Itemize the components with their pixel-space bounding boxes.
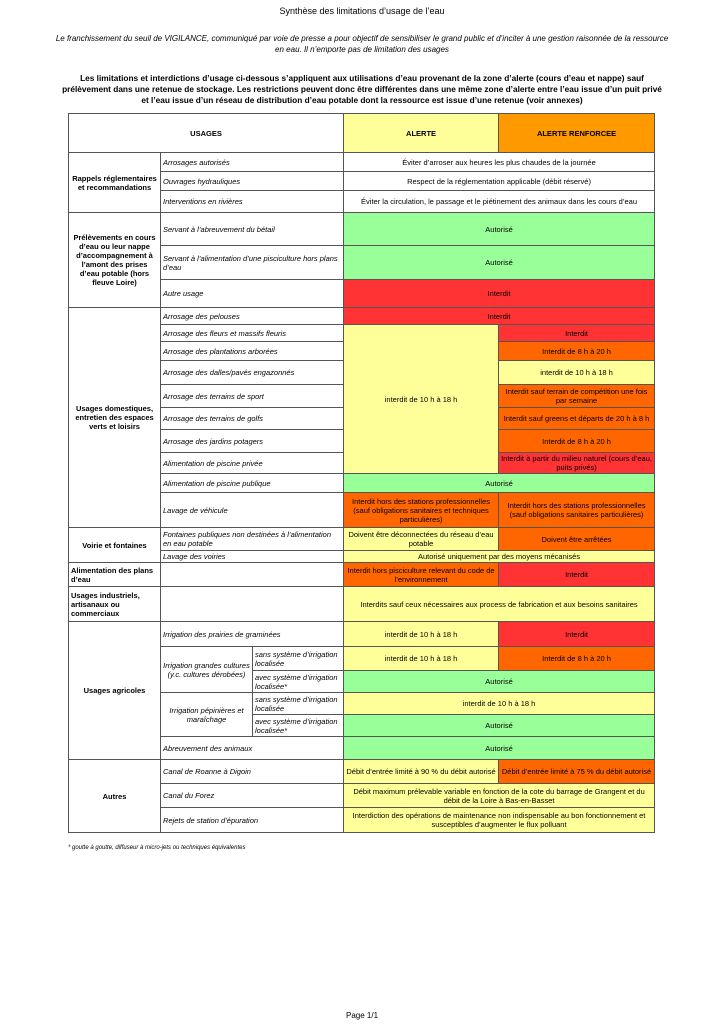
usage-terrains-sport: Arrosage des terrains de sport — [161, 385, 344, 408]
usage-industriels-empty — [161, 587, 344, 622]
system-pep-avec: avec système d’irrigation localisée* — [253, 715, 344, 737]
vigilance-intro: Le franchissement du seuil de VIGILANCE, communiqué par voie de presse a pour objectif de sensibiliser le grand public et d’inciter à une gestion raisonnée de la ressource en eau. Il n’emporte pas de limitation des usages — [55, 34, 669, 54]
page-number: Page 1/1 — [345, 1011, 379, 1020]
usage-lavage-vehicule: Lavage de véhicule — [161, 493, 344, 528]
value-canal-forez: Débit maximum prélevable variable en fonction de la cote du barrage de Grangent et du débit de la Loire à Bas-en-Basset — [344, 784, 655, 808]
value-golfs-renforcee: Interdit sauf greens et départs de 20 h à 8 h — [499, 408, 655, 430]
header-alerte-renforcee: ALERTE RENFORCEE — [499, 114, 655, 153]
value-lavage-vehicule-renforcee: Interdit hors des stations professionnelles (sauf obligations sanitaires particulières) — [499, 493, 655, 528]
usage-canal-forez: Canal du Forez — [161, 784, 344, 808]
value-canal-roanne-alerte: Débit d’entrée limité à 90 % du débit autorisé — [344, 760, 499, 784]
usage-ouvrages-hydrauliques: Ouvrages hydrauliques — [161, 172, 344, 191]
value-piscine-publique: Autorisé — [344, 474, 655, 493]
value-prairies-renforcee: Interdit — [499, 622, 655, 647]
value-gc-sans-alerte: interdit de 10 h à 18 h — [344, 647, 499, 671]
usage-pepinieres: Irrigation pépinières et maraîchage — [161, 693, 253, 737]
value-industriels: Interdits sauf ceux nécessaires aux process de fabrication et aux besoins sanitaires — [344, 587, 655, 622]
usage-limitations-table — [68, 113, 655, 833]
value-abreuvement-betail: Autorisé — [344, 213, 655, 246]
value-pep-avec: Autorisé — [344, 715, 655, 737]
value-lavage-vehicule-alerte: Interdit hors des stations professionnelles (sauf obligations sanitaires et techniques particulières) — [344, 493, 499, 528]
category-rappels: Rappels réglementaires et recommandations — [69, 153, 161, 213]
value-prairies-alerte: interdit de 10 h à 18 h — [344, 622, 499, 647]
value-pisciculture: Autorisé — [344, 246, 655, 280]
value-piscine-privee: Interdit à partir du milieu naturel (cours d’eau, puits privés) — [499, 453, 655, 474]
usage-plantations: Arrosage des plantations arborées — [161, 342, 344, 361]
usage-canal-roanne: Canal de Roanne à Digoin — [161, 760, 344, 784]
usage-arrosages-autorises: Arrosages autorisés — [161, 153, 344, 172]
value-plans-eau-renforcee: Interdit — [499, 563, 655, 587]
usage-dalles: Arrosage des dalles/pavés engazonnés — [161, 361, 344, 385]
value-abreuvement-animaux: Autorisé — [344, 737, 655, 760]
usage-potagers: Arrosage des jardins potagers — [161, 430, 344, 453]
value-arrosages-autorises: Éviter d’arroser aux heures les plus chaudes de la journée — [344, 153, 655, 172]
usage-interventions-rivieres: Interventions en rivières — [161, 191, 344, 213]
usage-fleurs: Arrosage des fleurs et massifs fleuris — [161, 325, 344, 342]
usage-piscine-privee: Alimentation de piscine privée — [161, 453, 344, 474]
usage-pisciculture: Servant à l’alimentation d’une pisciculture hors plans d’eau — [161, 246, 344, 280]
usage-fontaines: Fontaines publiques non destinées à l’alimentation en eau potable — [161, 528, 344, 551]
category-voirie: Voirie et fontaines — [69, 528, 161, 563]
usage-pelouses: Arrosage des pelouses — [161, 308, 344, 325]
value-fleurs-renforcee: Interdit — [499, 325, 655, 342]
category-agricoles: Usages agricoles — [69, 622, 161, 760]
usage-plans-eau-empty — [161, 563, 344, 587]
value-autre: Interdit — [344, 280, 655, 308]
value-domestic-alerte: interdit de 10 h à 18 h — [344, 325, 499, 474]
value-fontaines-alerte: Doivent être déconnectées du réseau d’eau potable — [344, 528, 499, 551]
system-gc-sans: sans système d’irrigation localisée — [253, 647, 344, 671]
value-lavage-voiries: Autorisé uniquement par des moyens mécanisés — [344, 551, 655, 563]
value-dalles-renforcee: interdit de 10 h à 18 h — [499, 361, 655, 385]
header-alerte: ALERTE — [344, 114, 499, 153]
usage-piscine-publique: Alimentation de piscine publique — [161, 474, 344, 493]
value-terrains-sport-renforcee: Interdit sauf terrain de compétition une fois par semaine — [499, 385, 655, 408]
value-plans-eau-alerte: Interdit hors pisciculture relevant du code de l’environnement — [344, 563, 499, 587]
category-prelevements: Prélèvements en cours d’eau ou leur nappe d’accompagnement à l’amont des prises d’eau potable (hors fleuve Loire) — [69, 213, 161, 308]
value-gc-avec: Autorisé — [344, 671, 655, 693]
value-rejets-epuration: Interdiction des opérations de maintenance non indispensable au bon fonctionnement et susceptibles d’augmenter le flux polluant — [344, 808, 655, 833]
value-potagers-renforcee: Interdit de 8 h à 20 h — [499, 430, 655, 453]
document-title: Synthèse des limitations d’usage de l’eau — [279, 6, 445, 16]
category-autres: Autres — [69, 760, 161, 833]
usage-rejets-epuration: Rejets de station d’épuration — [161, 808, 344, 833]
category-industriels: Usages industriels, artisanaux ou commerciaux — [69, 587, 161, 622]
value-canal-roanne-renforcee: Débit d’entrée limité à 75 % du débit autorisé — [499, 760, 655, 784]
value-plantations-renforcee: Interdit de 8 h à 20 h — [499, 342, 655, 361]
value-fontaines-renforcee: Doivent être arrêtées — [499, 528, 655, 551]
usage-autre: Autre usage — [161, 280, 344, 308]
usage-golfs: Arrosage des terrains de golfs — [161, 408, 344, 430]
value-pelouses: Interdit — [344, 308, 655, 325]
value-gc-sans-renforcee: Interdit de 8 h à 20 h — [499, 647, 655, 671]
system-pep-sans: sans système d’irrigation localisée — [253, 693, 344, 715]
value-pep-sans: interdit de 10 h à 18 h — [344, 693, 655, 715]
restrictions-notice: Les limitations et interdictions d’usage ci-dessous s’appliquent aux utilisations d’eau provenant de la zone d’alerte (cours d’eau et nappe) sauf prélèvement dans une retenue de stockage. Les restrictions peuvent donc être différentes dans une même zone d’alerte entre l’eau issue d’un puit privé et l’eau issue d’un réseau de distribution d’eau potable dont la ressource est issue d’une retenue (voir annexes) — [62, 73, 662, 105]
value-interventions-rivieres: Éviter la circulation, le passage et le piétinement des animaux dans les cours d’eau — [344, 191, 655, 213]
header-usages: USAGES — [69, 114, 344, 153]
usage-abreuvement-animaux: Abreuvement des animaux — [161, 737, 344, 760]
usage-lavage-voiries: Lavage des voiries — [161, 551, 344, 563]
usage-prairies: Irrigation des prairies de graminées — [161, 622, 344, 647]
category-domestiques: Usages domestiques, entretien des espaces verts et loisirs — [69, 308, 161, 528]
usage-abreuvement-betail: Servant à l’abreuvement du bétail — [161, 213, 344, 246]
category-alimentation-plans-eau: Alimentation des plans d’eau — [69, 563, 161, 587]
system-gc-avec: avec système d’irrigation localisée* — [253, 671, 344, 693]
value-ouvrages-hydrauliques: Respect de la réglementation applicable (débit réservé) — [344, 172, 655, 191]
usage-grandes-cultures: Irrigation grandes cultures (y.c. cultures dérobées) — [161, 647, 253, 693]
footnote: * goutte à goutte, diffuseur à micro-jets ou techniques équivalentes — [68, 845, 246, 851]
